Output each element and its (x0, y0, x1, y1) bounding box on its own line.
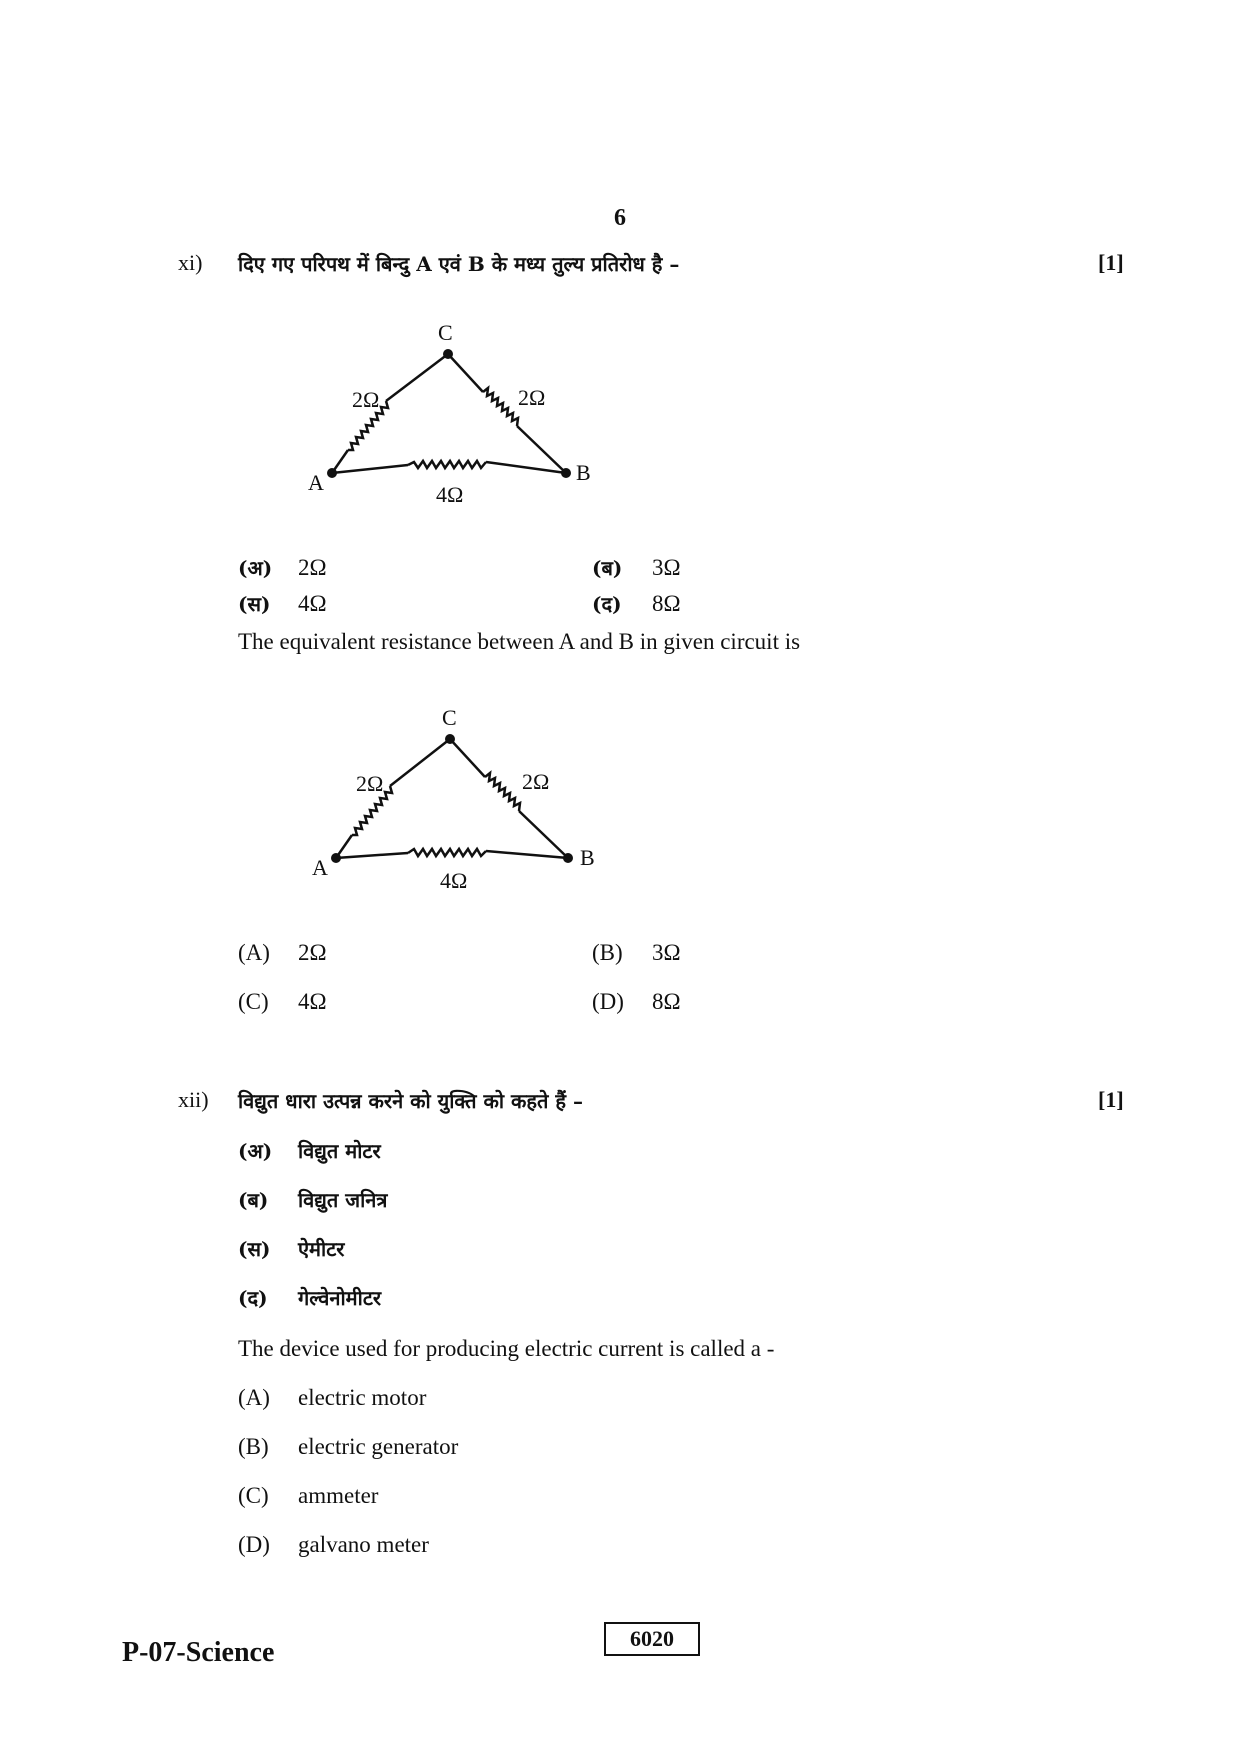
option-value: 3Ω (652, 555, 681, 580)
option-label: (स) (238, 592, 271, 616)
option-label: (द) (238, 1286, 268, 1310)
wire (386, 354, 448, 401)
question-marks: [1] (1098, 250, 1124, 275)
question-marks: [1] (1098, 1087, 1124, 1112)
option-value: गेल्वेनोमीटर (298, 1286, 382, 1310)
option-value: 8Ω (652, 591, 681, 616)
option-value: विद्युत मोटर (298, 1139, 381, 1163)
option-label: (D) (592, 989, 624, 1014)
option-value: 8Ω (652, 989, 681, 1014)
option-label: (B) (592, 940, 623, 965)
node-label-b: B (576, 460, 591, 485)
question-text-hindi: दिए गए परिपथ में बिन्दु A एवं B के मध्य तुल्य प्रतिरोध है – (238, 252, 680, 276)
option-label: (ब) (238, 1188, 269, 1212)
option-value: electric generator (298, 1434, 459, 1459)
node-a-dot (331, 853, 341, 863)
resistor-bottom-zigzag (408, 461, 486, 468)
option-value: electric motor (298, 1385, 427, 1410)
option-label: (द) (592, 592, 622, 616)
option-label: (अ) (238, 1139, 273, 1163)
option-value: 2Ω (298, 940, 327, 965)
option-value: 3Ω (652, 940, 681, 965)
wire (486, 462, 566, 473)
circuit-diagram-english (292, 695, 622, 895)
node-label-a: A (308, 470, 324, 495)
option-value: विद्युत जनित्र (298, 1188, 388, 1212)
circuit-diagram (290, 310, 620, 510)
option-label: (C) (238, 989, 269, 1014)
node-b-dot (561, 468, 571, 478)
node-label-b: B (580, 845, 595, 870)
question-number: xi) (178, 250, 203, 275)
node-a-dot (327, 468, 337, 478)
option-value: ammeter (298, 1483, 379, 1508)
node-label-c: C (442, 705, 457, 730)
question-text-english: The device used for producing electric current is called a - (238, 1336, 775, 1361)
resistor-label-left: 2Ω (352, 387, 380, 412)
option-label: (A) (238, 1385, 270, 1410)
wire (486, 851, 568, 858)
node-label-a: A (312, 855, 328, 880)
wire (336, 853, 408, 858)
option-value: 4Ω (298, 989, 327, 1014)
question-text-hindi: विद्युत धारा उत्पन्न करने को युक्ति को कहते हैं – (238, 1089, 583, 1113)
paper-code: P-07-Science (122, 1637, 275, 1668)
resistor-label-left: 2Ω (356, 771, 384, 796)
option-label: (B) (238, 1434, 269, 1459)
option-value: 2Ω (298, 555, 327, 580)
wire (450, 739, 485, 777)
resistor-label-right: 2Ω (522, 769, 550, 794)
option-label: (C) (238, 1483, 269, 1508)
question-number: xii) (178, 1087, 209, 1112)
resistor-right-zigzag (483, 388, 518, 426)
wire (519, 811, 568, 858)
box-code: 6020 (604, 1622, 700, 1656)
option-label: (D) (238, 1532, 270, 1557)
option-label: (स) (238, 1237, 271, 1261)
resistor-label-right: 2Ω (518, 385, 546, 410)
wire (517, 426, 566, 473)
option-label: (अ) (238, 556, 273, 580)
option-label: (A) (238, 940, 270, 965)
node-c-dot (443, 349, 453, 359)
resistor-label-bottom: 4Ω (436, 482, 464, 507)
option-value: 4Ω (298, 591, 327, 616)
wire (390, 739, 450, 786)
page-number: 6 (614, 205, 626, 231)
resistor-bottom-zigzag (408, 849, 486, 856)
option-value: galvano meter (298, 1532, 429, 1557)
option-value: ऐमीटर (298, 1237, 345, 1261)
wire (332, 465, 408, 473)
question-text-english: The equivalent resistance between A and B in given circuit is (238, 629, 801, 654)
resistor-right-zigzag (485, 773, 520, 811)
node-c-dot (445, 734, 455, 744)
node-b-dot (563, 853, 573, 863)
resistor-label-bottom: 4Ω (440, 868, 468, 893)
wire (448, 354, 483, 392)
node-label-c: C (438, 320, 453, 345)
option-label: (ब) (592, 556, 623, 580)
